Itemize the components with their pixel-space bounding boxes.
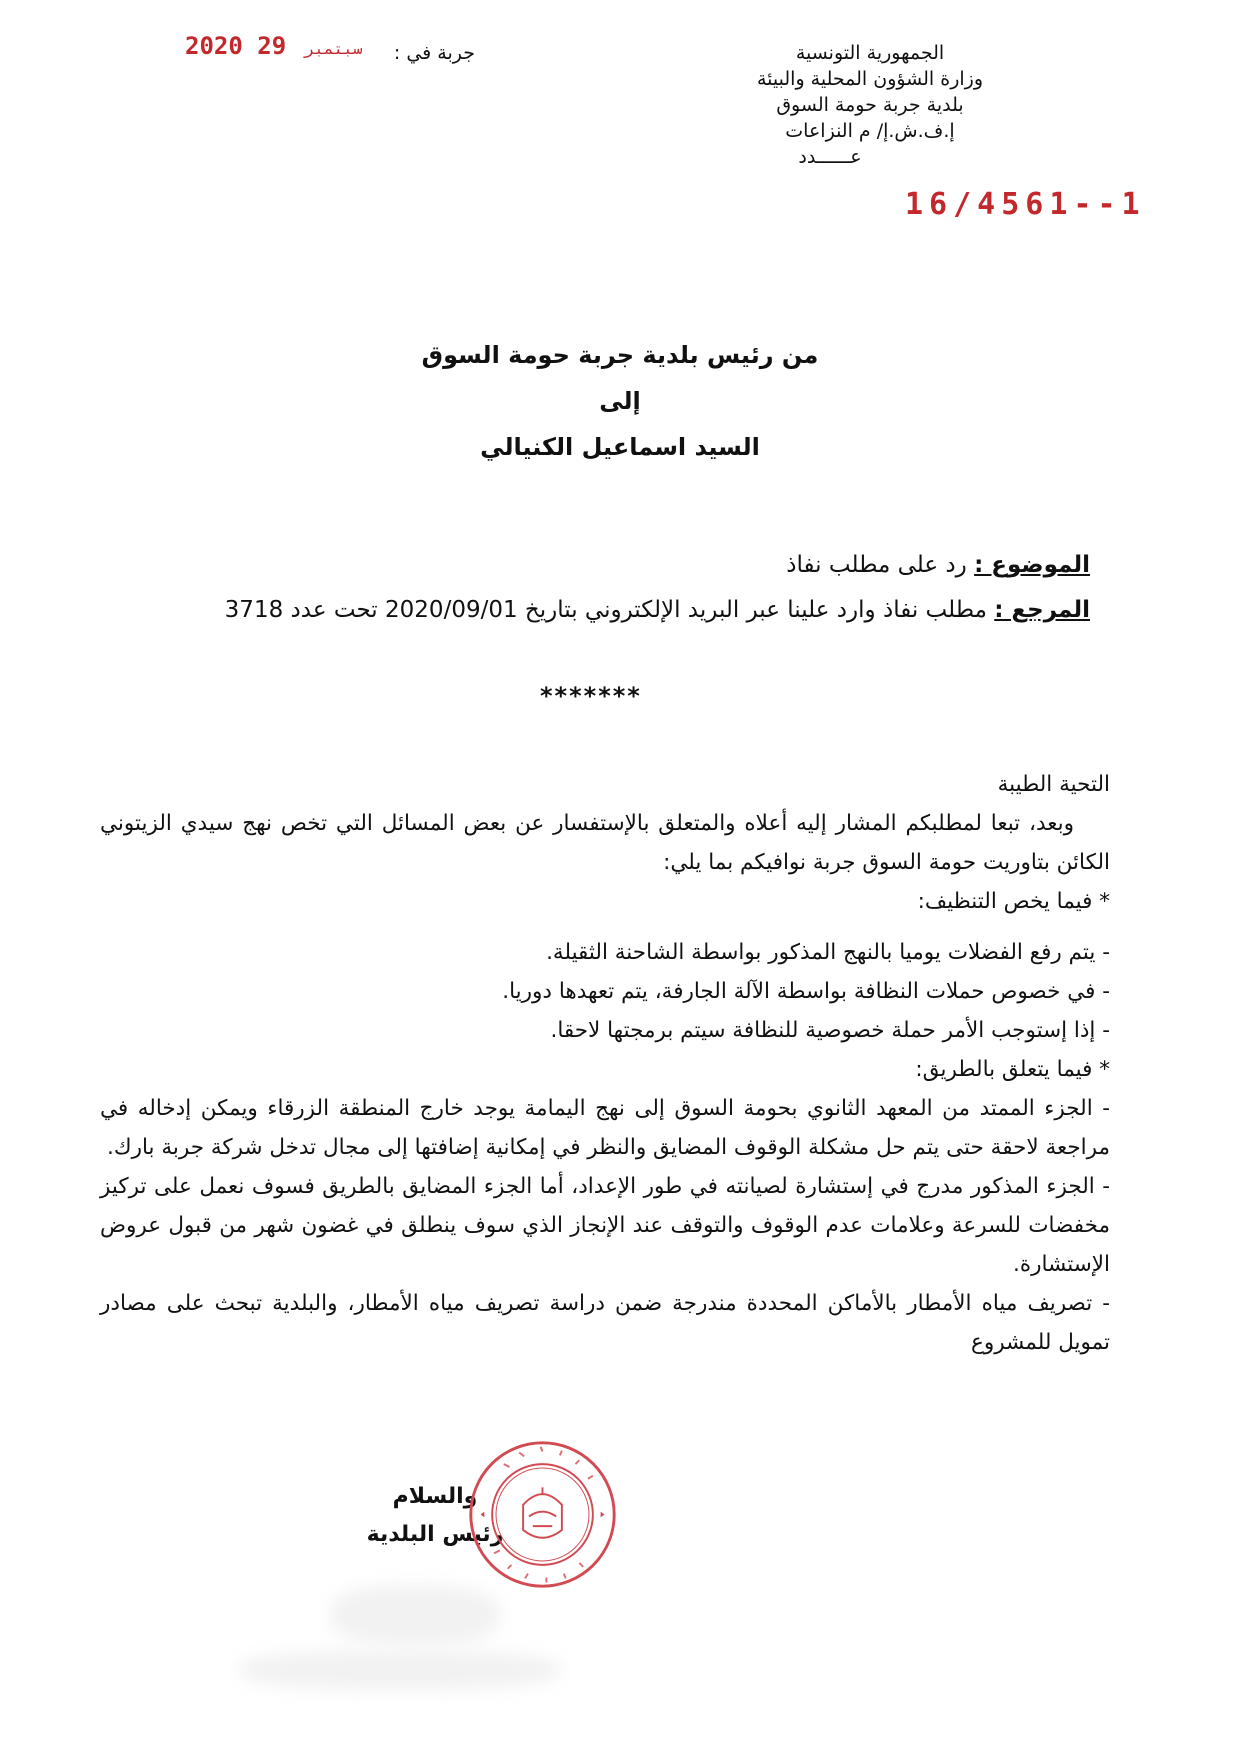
date-label: جربة في : [393,42,475,64]
reference-line [100,597,1090,623]
to-word: إلى [599,387,641,415]
reference-label: المرجع : [994,597,1090,623]
municipality-name: بلدية جربة حومة السوق [776,94,964,116]
reference-number-stamp: 16/4561--1 [905,187,1146,222]
letter-title [420,332,820,470]
cleaning-heading: * فيما يخص التنظيف: [917,889,1110,914]
department-name: إ.ف.ش.إ/ م النزاعات [785,120,955,142]
redacted-signature-extra [240,1650,560,1690]
date-stamp-year: 2020 [185,32,243,60]
road-heading: * فيما يتعلق بالطريق: [915,1057,1110,1082]
cleaning-item-1: - يتم رفع الفضلات يوميا بالنهج المذكور بواسطة الشاحنة الثقيلة. [546,940,1110,965]
date-stamp [185,32,366,60]
republic-name: الجمهورية التونسية [795,42,945,64]
number-label: عــــــدد [798,146,862,168]
letter-body [100,765,1110,1362]
official-seal-icon [465,1437,620,1592]
subject-label: الموضوع : [974,552,1090,578]
intro-paragraph: وبعد، تبعا لمطلبكم المشار إليه أعلاه والمتعلق بالإستفسار عن بعض المسائل التي تخص نهج سيدي الزيتوني الكائن بتاوريت حومة السوق جربة نوافيكم بما يلي: [100,811,1110,875]
subject-text: رد على مطلب نفاذ [786,552,967,578]
road-item-3: - تصريف مياه الأمطار بالأماكن المحددة مندرجة ضمن دراسة تصريف مياه الأمطار، والبلدية تبحث على مصادر تمويل للمشروع [100,1291,1110,1355]
date-block [185,30,475,70]
greeting: التحية الطيبة [997,772,1110,797]
date-stamp-day: 29 [257,32,287,60]
letterhead [680,40,1060,170]
reference-text: مطلب نفاذ وارد علينا عبر البريد الإلكتروني بتاريخ 2020/09/01 تحت عدد 3718 [224,597,987,623]
date-stamp-month: سبتمبر [304,39,363,58]
road-item-1: - الجزء الممتد من المعهد الثانوي بحومة السوق إلى نهج اليمامة يوجد خارج المنطقة الزرقاء ويمكن إدخاله في مراجعة لاحقة حتى يتم حل مشكلة الوقوف المضايق والنظر في إمكانية إضافتها إلى مجال تدخل شركة جربة بارك. [100,1096,1110,1160]
recipient-line: السيد اسماعيل الكنيالي [480,433,760,461]
ministry-name: وزارة الشؤون المحلية والبيئة [757,68,983,90]
separator: ******* [540,682,642,710]
redacted-signature [330,1585,500,1645]
subject-line [100,552,1090,578]
cleaning-item-3: - إذا إستوجب الأمر حملة خصوصية للنظافة سيتم برمجتها لاحقا. [550,1018,1110,1043]
sender-line: من رئيس بلدية جربة حومة السوق [421,341,819,369]
salutation: والسلام [392,1484,478,1509]
road-item-2: - الجزء المذكور مدرج في إستشارة لصيانته في طور الإعداد، أما الجزء المضايق بالطريق فسوف نعمل على تركيز مخفضات للسرعة وعلامات عدم الوقوف والتوقف عند الإنجاز الذي سوف ينطلق في غضون شهر من قبول عروض الإستشارة. [100,1174,1110,1277]
signatory-title: رئيس البلدية [366,1522,504,1547]
cleaning-item-2: - في خصوص حملات النظافة بواسطة الآلة الجارفة، يتم تعهدها دوريا. [502,979,1110,1004]
